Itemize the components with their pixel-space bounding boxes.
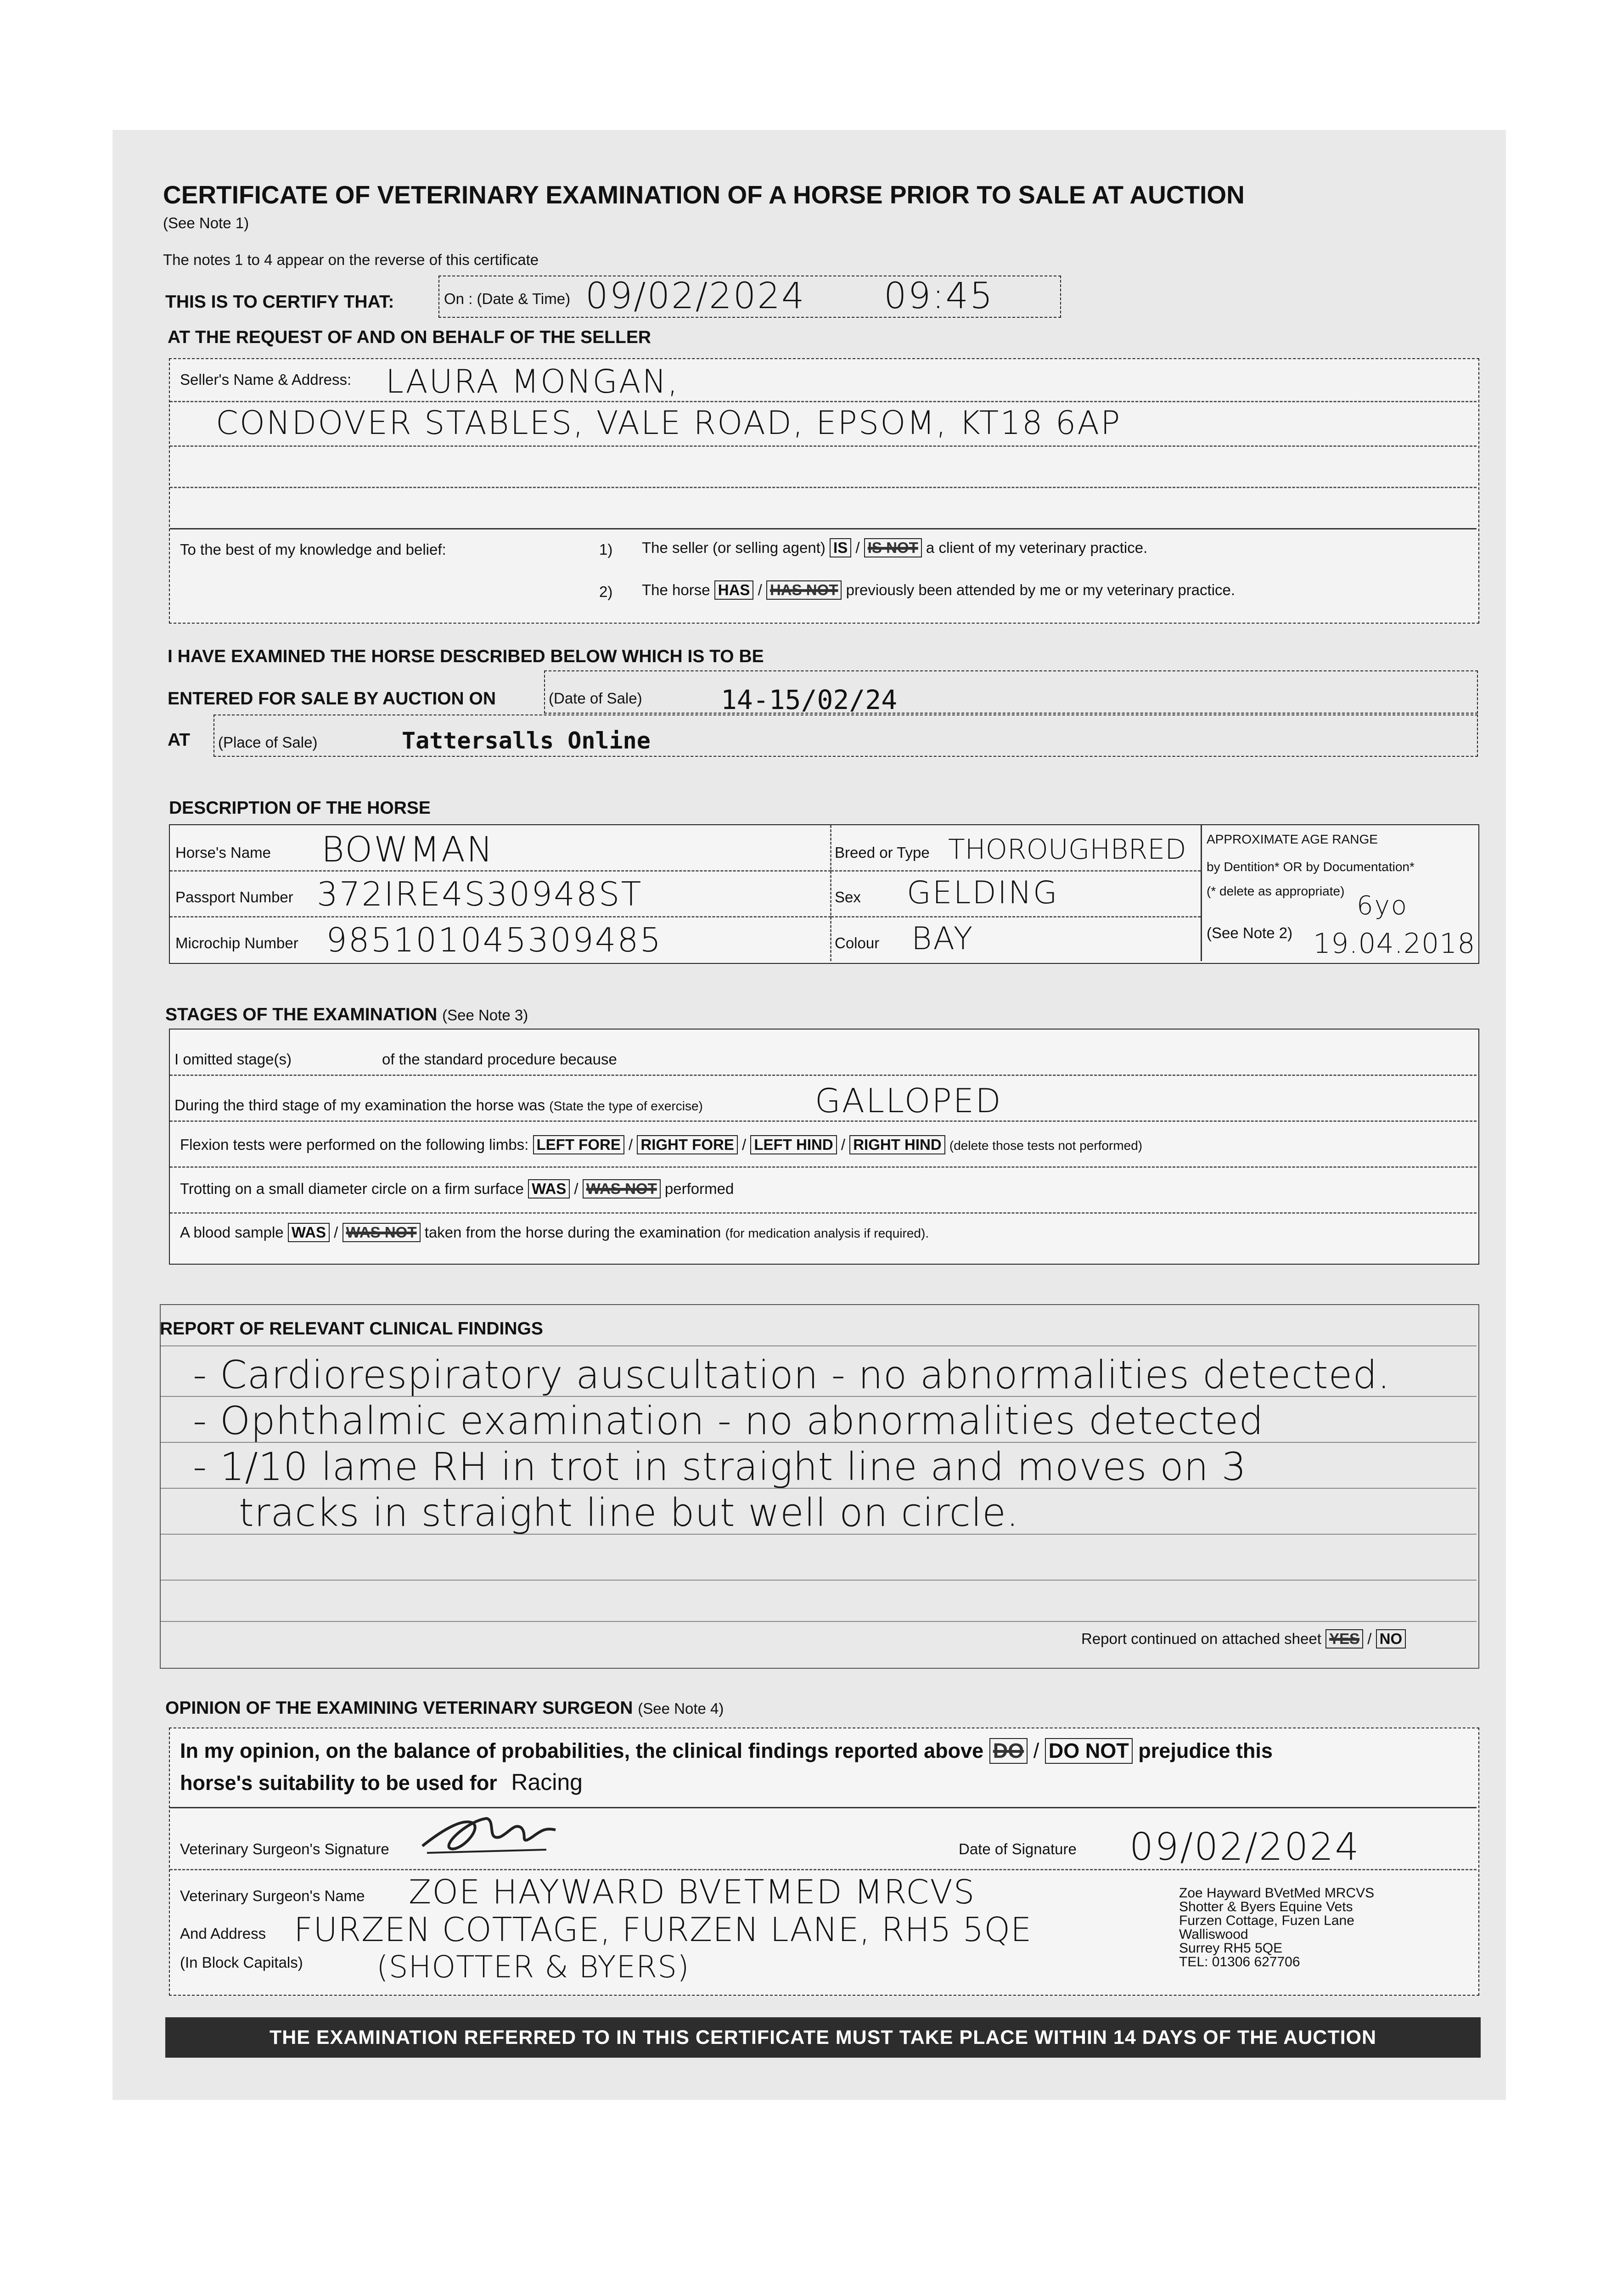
colour-label: Colour — [835, 934, 880, 951]
sale-date[interactable]: 14-15/02/24 — [721, 684, 898, 715]
see-note-1: (See Note 1) — [163, 214, 249, 231]
blood-note: (for medication analysis if required). — [725, 1226, 929, 1240]
seller-label: Seller's Name & Address: — [180, 371, 352, 388]
findings-section-title: REPORT OF RELEVANT CLINICAL FINDINGS — [160, 1319, 543, 1339]
opinion-title: OPINION OF THE EXAMINING VETERINARY SURGEON — [165, 1698, 633, 1718]
blood-was-not-option[interactable]: WAS NOT — [343, 1223, 421, 1242]
third-stage-text: During the third stage of my examination the horse was — [174, 1097, 545, 1114]
client-statement — [642, 538, 1147, 557]
opinion-do-option[interactable]: DO — [989, 1738, 1028, 1764]
findings-line-5 — [161, 1580, 1477, 1581]
trotting-label: Trotting on a small diameter circle on a firm surface — [180, 1180, 524, 1197]
blood-post: taken from the horse during the examination — [424, 1224, 721, 1241]
flexion-label: Flexion tests were performed on the following limbs: — [180, 1136, 529, 1153]
age-delete-label: (* delete as appropriate) — [1207, 884, 1345, 898]
stamp-line-1: Zoe Hayward BVetMed MRCVS — [1179, 1885, 1375, 1901]
client-sep: / — [855, 539, 860, 556]
vet-signature — [418, 1809, 560, 1860]
horse-section-title: DESCRIPTION OF THE HORSE — [169, 798, 431, 818]
client-post: a client of my veterinary practice. — [926, 539, 1148, 556]
horse-divider-1 — [830, 825, 831, 961]
horse-name-label: Horse's Name — [175, 844, 271, 861]
finding-2[interactable]: - Ophthalmic examination - no abnormalities detected — [193, 1398, 1264, 1443]
stamp-line-5: Surrey RH5 5QE — [1179, 1941, 1283, 1956]
sig-date-label: Date of Signature — [959, 1840, 1077, 1857]
stages-line-4 — [170, 1212, 1477, 1214]
suitability-row — [180, 1769, 583, 1795]
opinion-text-c: horse's suitability to be used for — [180, 1771, 497, 1795]
date-of-sale-label: (Date of Sale) — [549, 690, 642, 707]
stages-line-2 — [170, 1120, 1477, 1122]
continued-no-option[interactable]: NO — [1376, 1629, 1406, 1649]
client-pre: The seller (or selling agent) — [642, 539, 826, 556]
vet-address-practice[interactable]: (SHOTTER & BYERS) — [376, 1949, 690, 1985]
opinion-line-1 — [170, 1869, 1477, 1870]
opinion-note: (See Note 4) — [638, 1700, 724, 1717]
microchip-number[interactable]: 985101045309485 — [326, 921, 663, 959]
belief-label: To the best of my knowledge and belief: — [180, 541, 446, 558]
stamp-line-4: Walliswood — [1179, 1927, 1248, 1942]
client-is-option[interactable]: IS — [830, 538, 851, 557]
slash-1: / — [629, 1136, 633, 1153]
horse-divider-2 — [1201, 825, 1202, 961]
place-of-sale[interactable]: Tattersalls Online — [402, 727, 651, 754]
slash-2: / — [742, 1136, 747, 1153]
attended-has-not-option[interactable]: HAS NOT — [766, 580, 842, 600]
finding-1[interactable]: - Cardiorespiratory auscultation - no abnormalities detected. — [193, 1352, 1391, 1397]
findings-line-6 — [161, 1621, 1477, 1622]
opinion-divider — [170, 1807, 1477, 1808]
on-date-time-label: On : (Date & Time) — [444, 290, 571, 307]
seller-line-2 — [170, 445, 1477, 447]
vet-name-label: Veterinary Surgeon's Name — [180, 1887, 365, 1904]
address-label: And Address — [180, 1925, 266, 1942]
age-note: (See Note 2) — [1207, 924, 1293, 941]
signature-label: Veterinary Surgeon's Signature — [180, 1840, 389, 1857]
trot-was-not-option[interactable]: WAS NOT — [583, 1179, 661, 1199]
attended-statement — [642, 580, 1235, 600]
opinion-do-not-option[interactable]: DO NOT — [1045, 1738, 1133, 1764]
vet-address[interactable]: FURZEN COTTAGE, FURZEN LANE, RH5 5QE — [294, 1910, 1032, 1949]
opinion-text-b: prejudice this — [1138, 1739, 1273, 1762]
seller-divider — [170, 528, 1477, 529]
stages-section-title — [165, 1005, 528, 1025]
opinion-statement — [180, 1738, 1273, 1764]
flexion-row — [180, 1135, 1142, 1154]
continued-yes-option[interactable]: YES — [1325, 1629, 1363, 1649]
colour-value[interactable]: BAY — [911, 921, 974, 957]
stamp-line-2: Shotter & Byers Equine Vets — [1179, 1899, 1353, 1914]
blood-was-option[interactable]: WAS — [288, 1223, 330, 1242]
horse-line-1 — [170, 870, 831, 872]
attended-pre: The horse — [642, 581, 710, 598]
client-is-not-option[interactable]: IS NOT — [864, 538, 922, 557]
footer-banner: THE EXAMINATION REFERRED TO IN THIS CERTIFICATE MUST TAKE PLACE WITHIN 14 DAYS OF THE AUCTION — [165, 2017, 1481, 2058]
limb-right-hind[interactable]: RIGHT HIND — [849, 1135, 945, 1154]
age-range-title: APPROXIMATE AGE RANGE — [1207, 832, 1378, 846]
sex-label: Sex — [835, 889, 861, 906]
stages-line-1 — [170, 1075, 1477, 1076]
continued-label: Report continued on attached sheet — [1081, 1630, 1321, 1647]
examined-label: I HAVE EXAMINED THE HORSE DESCRIBED BELOW WHICH IS TO BE — [168, 647, 764, 666]
request-label: AT THE REQUEST OF AND ON BEHALF OF THE SELLER — [168, 327, 651, 347]
limb-left-fore[interactable]: LEFT FORE — [533, 1135, 624, 1154]
blood-sep: / — [334, 1224, 338, 1241]
continued-row — [1081, 1629, 1406, 1649]
stages-note: (See Note 3) — [442, 1007, 528, 1024]
breed-value[interactable]: THOROUGHBRED — [948, 833, 1186, 866]
microchip-label: Microchip Number — [175, 934, 298, 951]
seller-name[interactable]: LAURA MONGAN, — [386, 363, 680, 400]
horse-line-2 — [170, 916, 831, 917]
opinion-sep: / — [1033, 1739, 1039, 1762]
finding-4[interactable]: tracks in straight line but well on circle. — [239, 1490, 1019, 1535]
slash-3: / — [841, 1136, 846, 1153]
age-by-label: by Dentition* OR by Documentation* — [1207, 860, 1415, 874]
purpose-value[interactable]: Racing — [511, 1769, 583, 1795]
opinion-section-title — [165, 1698, 724, 1718]
exercise-value[interactable]: GALLOPED — [815, 1081, 1002, 1120]
continued-sep: / — [1367, 1630, 1372, 1647]
vet-name[interactable]: ZOE HAYWARD BVETMED MRCVS — [409, 1873, 976, 1911]
seller-line-3 — [170, 487, 1477, 488]
stages-line-3 — [170, 1166, 1477, 1168]
stages-title: STAGES OF THE EXAMINATION — [165, 1005, 438, 1024]
attended-has-option[interactable]: HAS — [714, 580, 754, 600]
at-label: AT — [168, 730, 191, 750]
attended-post: previously been attended by me or my veterinary practice. — [846, 581, 1236, 598]
seller-line-1 — [170, 401, 1477, 402]
finding-3[interactable]: - 1/10 lame RH in trot in straight line and moves on 3 — [193, 1444, 1247, 1489]
seller-address[interactable]: CONDOVER STABLES, VALE ROAD, EPSOM, KT18 6AP — [216, 404, 1122, 442]
entered-label: ENTERED FOR SALE BY AUCTION ON — [168, 689, 496, 709]
limb-right-fore[interactable]: RIGHT FORE — [637, 1135, 738, 1154]
trot-post: performed — [664, 1180, 734, 1197]
item1-number: 1) — [599, 541, 613, 558]
omitted-because: of the standard procedure because — [382, 1051, 617, 1068]
flexion-note: (delete those tests not performed) — [949, 1138, 1143, 1153]
breed-label: Breed or Type — [835, 844, 930, 861]
sex-value[interactable]: GELDING — [907, 875, 1059, 911]
passport-label: Passport Number — [175, 889, 293, 906]
horse-line-3 — [831, 870, 1201, 872]
age-value[interactable]: 6yo — [1357, 891, 1409, 921]
attended-sep: / — [758, 581, 762, 598]
stamp-line-3: Furzen Cottage, Fuzen Lane — [1179, 1913, 1354, 1928]
place-of-sale-label: (Place of Sale) — [218, 734, 318, 751]
limb-left-hind[interactable]: LEFT HIND — [750, 1135, 837, 1154]
third-stage-label — [174, 1097, 703, 1114]
exam-date[interactable]: 09/02/2024 — [585, 276, 806, 317]
certificate-title: CERTIFICATE OF VETERINARY EXAMINATION OF A HORSE PRIOR TO SALE AT AUCTION — [163, 180, 1245, 209]
trot-was-option[interactable]: WAS — [528, 1179, 570, 1199]
passport-number[interactable]: 372IRE4S30948ST — [317, 875, 643, 913]
practice-stamp — [1179, 1886, 1374, 1969]
omitted-label: I omitted stage(s) — [174, 1051, 292, 1068]
third-stage-note: (State the type of exercise) — [549, 1099, 703, 1113]
stamp-line-6: TEL: 01306 627706 — [1179, 1954, 1300, 1970]
date-of-birth[interactable]: 19.04.2018 — [1313, 928, 1476, 960]
blood-pre: A blood sample — [180, 1224, 284, 1241]
opinion-text-a: In my opinion, on the balance of probabilities, the clinical findings reported above — [180, 1739, 984, 1762]
findings-line-0 — [161, 1345, 1477, 1346]
horse-line-4 — [831, 916, 1201, 917]
trotting-row — [180, 1179, 734, 1199]
trot-sep: / — [574, 1180, 578, 1197]
notes-line: The notes 1 to 4 appear on the reverse of this certificate — [163, 251, 539, 268]
exam-time[interactable]: 09:45 — [884, 276, 994, 317]
certify-label: THIS IS TO CERTIFY THAT: — [165, 292, 394, 312]
signature-date[interactable]: 09/02/2024 — [1129, 1825, 1360, 1869]
horse-name[interactable]: BOWMAN — [321, 829, 494, 870]
blood-row — [180, 1223, 929, 1242]
item2-number: 2) — [599, 583, 613, 600]
block-capitals-label: (In Block Capitals) — [180, 1954, 303, 1971]
sale-date-box — [544, 670, 1478, 714]
